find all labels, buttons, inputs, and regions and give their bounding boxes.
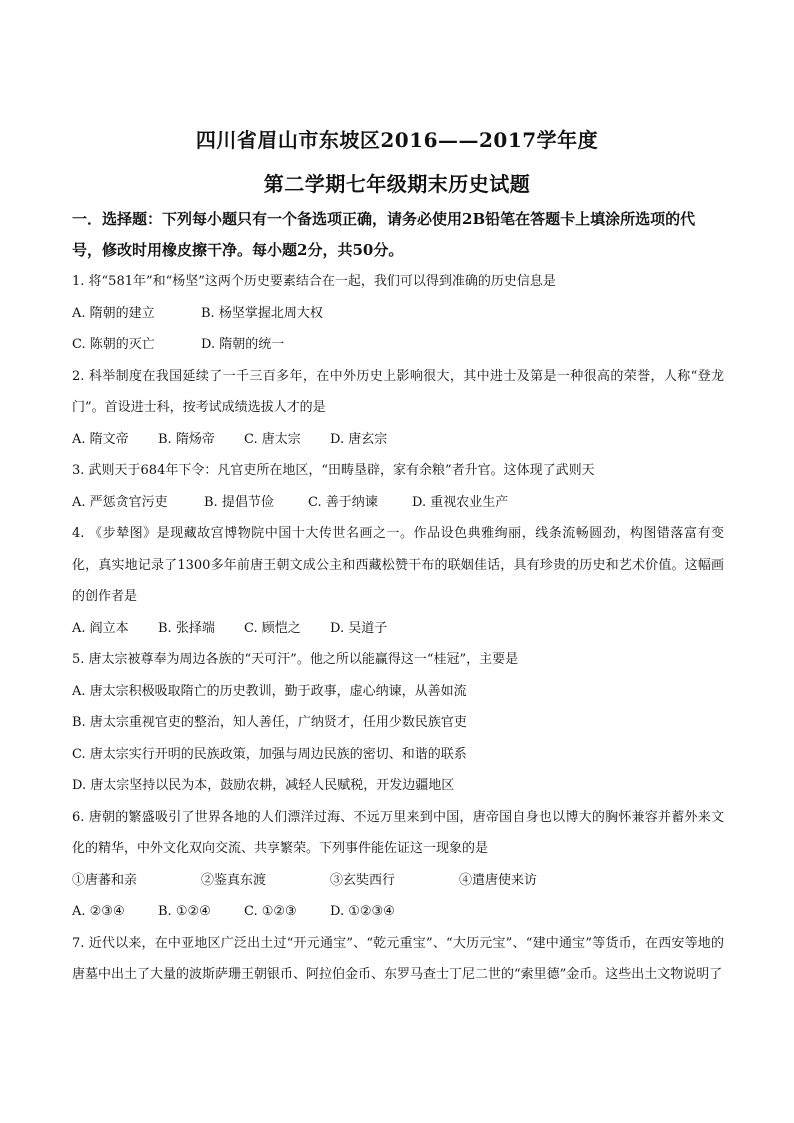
option-a: A. 阎立本: [72, 620, 129, 636]
question-2-stem: 2. 科举制度在我国延续了一千三百多年，在中外历史上影响很大，其中进士及第是一种很高的荣誉，人称“登龙门”。首设进士科，按考试成绩选拔人才的是: [72, 368, 724, 415]
question-3-stem: 3. 武则天于684年下令：凡官吏所在地区，“田畴垦辟，家有余粮”者升官。这体现了武则天: [72, 463, 595, 478]
option-a: A. 隋文帝: [72, 431, 129, 447]
option-c: C. 唐太宗: [244, 431, 301, 447]
question-7-stem: 7. 近代以来，在中亚地区广泛出土过“开元通宝”、“乾元重宝”、“大历元宝”、“建中通宝”等货币，在西安等地的唐墓中出土了大量的波斯萨珊王朝银币、阿拉伯金币、东罗马查士丁尼二世的“索里德”金币。这些出土文物说明了: [72, 935, 724, 982]
option-d: D. ①②③④: [330, 904, 395, 919]
option-a: A. ②③④: [72, 904, 125, 919]
page-subtitle: 第二学期七年级期末历史试题: [263, 172, 531, 196]
option-b: B. 张择端: [158, 620, 215, 636]
option-c: C. 顾恺之: [244, 620, 301, 636]
option-a: A. 严惩贪官污吏: [72, 494, 168, 510]
question-4-stem: 4. 《步辇图》是现藏故宫博物院中国十大传世名画之一。作品设色典雅绚丽，线条流畅圆劲，构图错落富有变化，真实地记录了1300多年前唐王朝文成公主和西藏松赞干布的联姻佳话，具有珍贵的历史和艺术价值。这幅画的创作者是: [72, 526, 724, 604]
option-c: C. 善于纳谏: [308, 494, 378, 510]
page-title: 四川省眉山市东坡区2016——2017学年度: [195, 128, 599, 152]
exam-body: [72, 204, 724, 991]
option-d: D. 重视农业生产: [412, 494, 509, 510]
option-d: D. 吴道子: [330, 620, 388, 636]
event-4: ④遣唐使来访: [459, 872, 538, 888]
question-1-stem: 1. 将“581年”和“杨坚”这两个历史要素结合在一起，我们可以得到准确的历史信息是: [72, 274, 556, 289]
question-6-stem: 6. 唐朝的繁盛吸引了世界各地的人们漂洋过海、不远万里来到中国，唐帝国自身也以博大的胸怀兼容并蓄外来文化的精华，中外文化双向交流、共享繁荣。下列事件能佐证这一现象的是: [72, 809, 724, 856]
option-c: C. 唐太宗实行开明的民族政策，加强与周边民族的密切、和谐的联系: [72, 746, 467, 762]
option-a: A. 隋朝的建立: [72, 305, 155, 321]
question-3-options: [72, 487, 724, 519]
event-3: ③玄奘西行: [330, 872, 396, 888]
question-6-options: [72, 896, 724, 928]
option-b: B. 提倡节俭: [204, 494, 274, 510]
event-2: ②鉴真东渡: [201, 872, 267, 888]
question-4-options: [72, 613, 724, 645]
option-b: B. ①②④: [158, 904, 211, 919]
question-5-stem: 5. 唐太宗被尊奉为周边各族的“天可汗”。他之所以能赢得这一“桂冠”，主要是: [72, 652, 519, 667]
section-header: 一．选择题：下列每小题只有一个备选项正确，请务必使用2B铅笔在答题卡上填涂所选项的代号，修改时用橡皮擦干净。每小题2分，共50分。: [72, 210, 696, 259]
option-b: B. 隋炀帝: [158, 431, 215, 447]
option-d: D. 唐玄宗: [330, 431, 388, 447]
option-c: C. 陈朝的灭亡: [72, 337, 155, 352]
question-1-options-row2: [72, 329, 724, 361]
option-d: D. 唐太宗坚持以民为本，鼓励农耕，减轻人民赋税，开发边疆地区: [72, 778, 455, 793]
option-b: B. 唐太宗重视官吏的整治，知人善任，广纳贤才，任用少数民族官吏: [72, 715, 467, 730]
question-6-events: [72, 865, 724, 897]
option-d: D. 隋朝的统一: [201, 337, 285, 352]
option-c: C. ①②③: [244, 904, 297, 919]
option-a: A. 唐太宗积极吸取隋亡的历史教训，勤于政事，虚心纳谏，从善如流: [72, 683, 467, 699]
event-1: ①唐蕃和亲: [72, 872, 138, 888]
question-2-options: [72, 424, 724, 456]
question-1-options-row1: [72, 298, 724, 330]
option-b: B. 杨坚掌握北周大权: [201, 305, 323, 321]
